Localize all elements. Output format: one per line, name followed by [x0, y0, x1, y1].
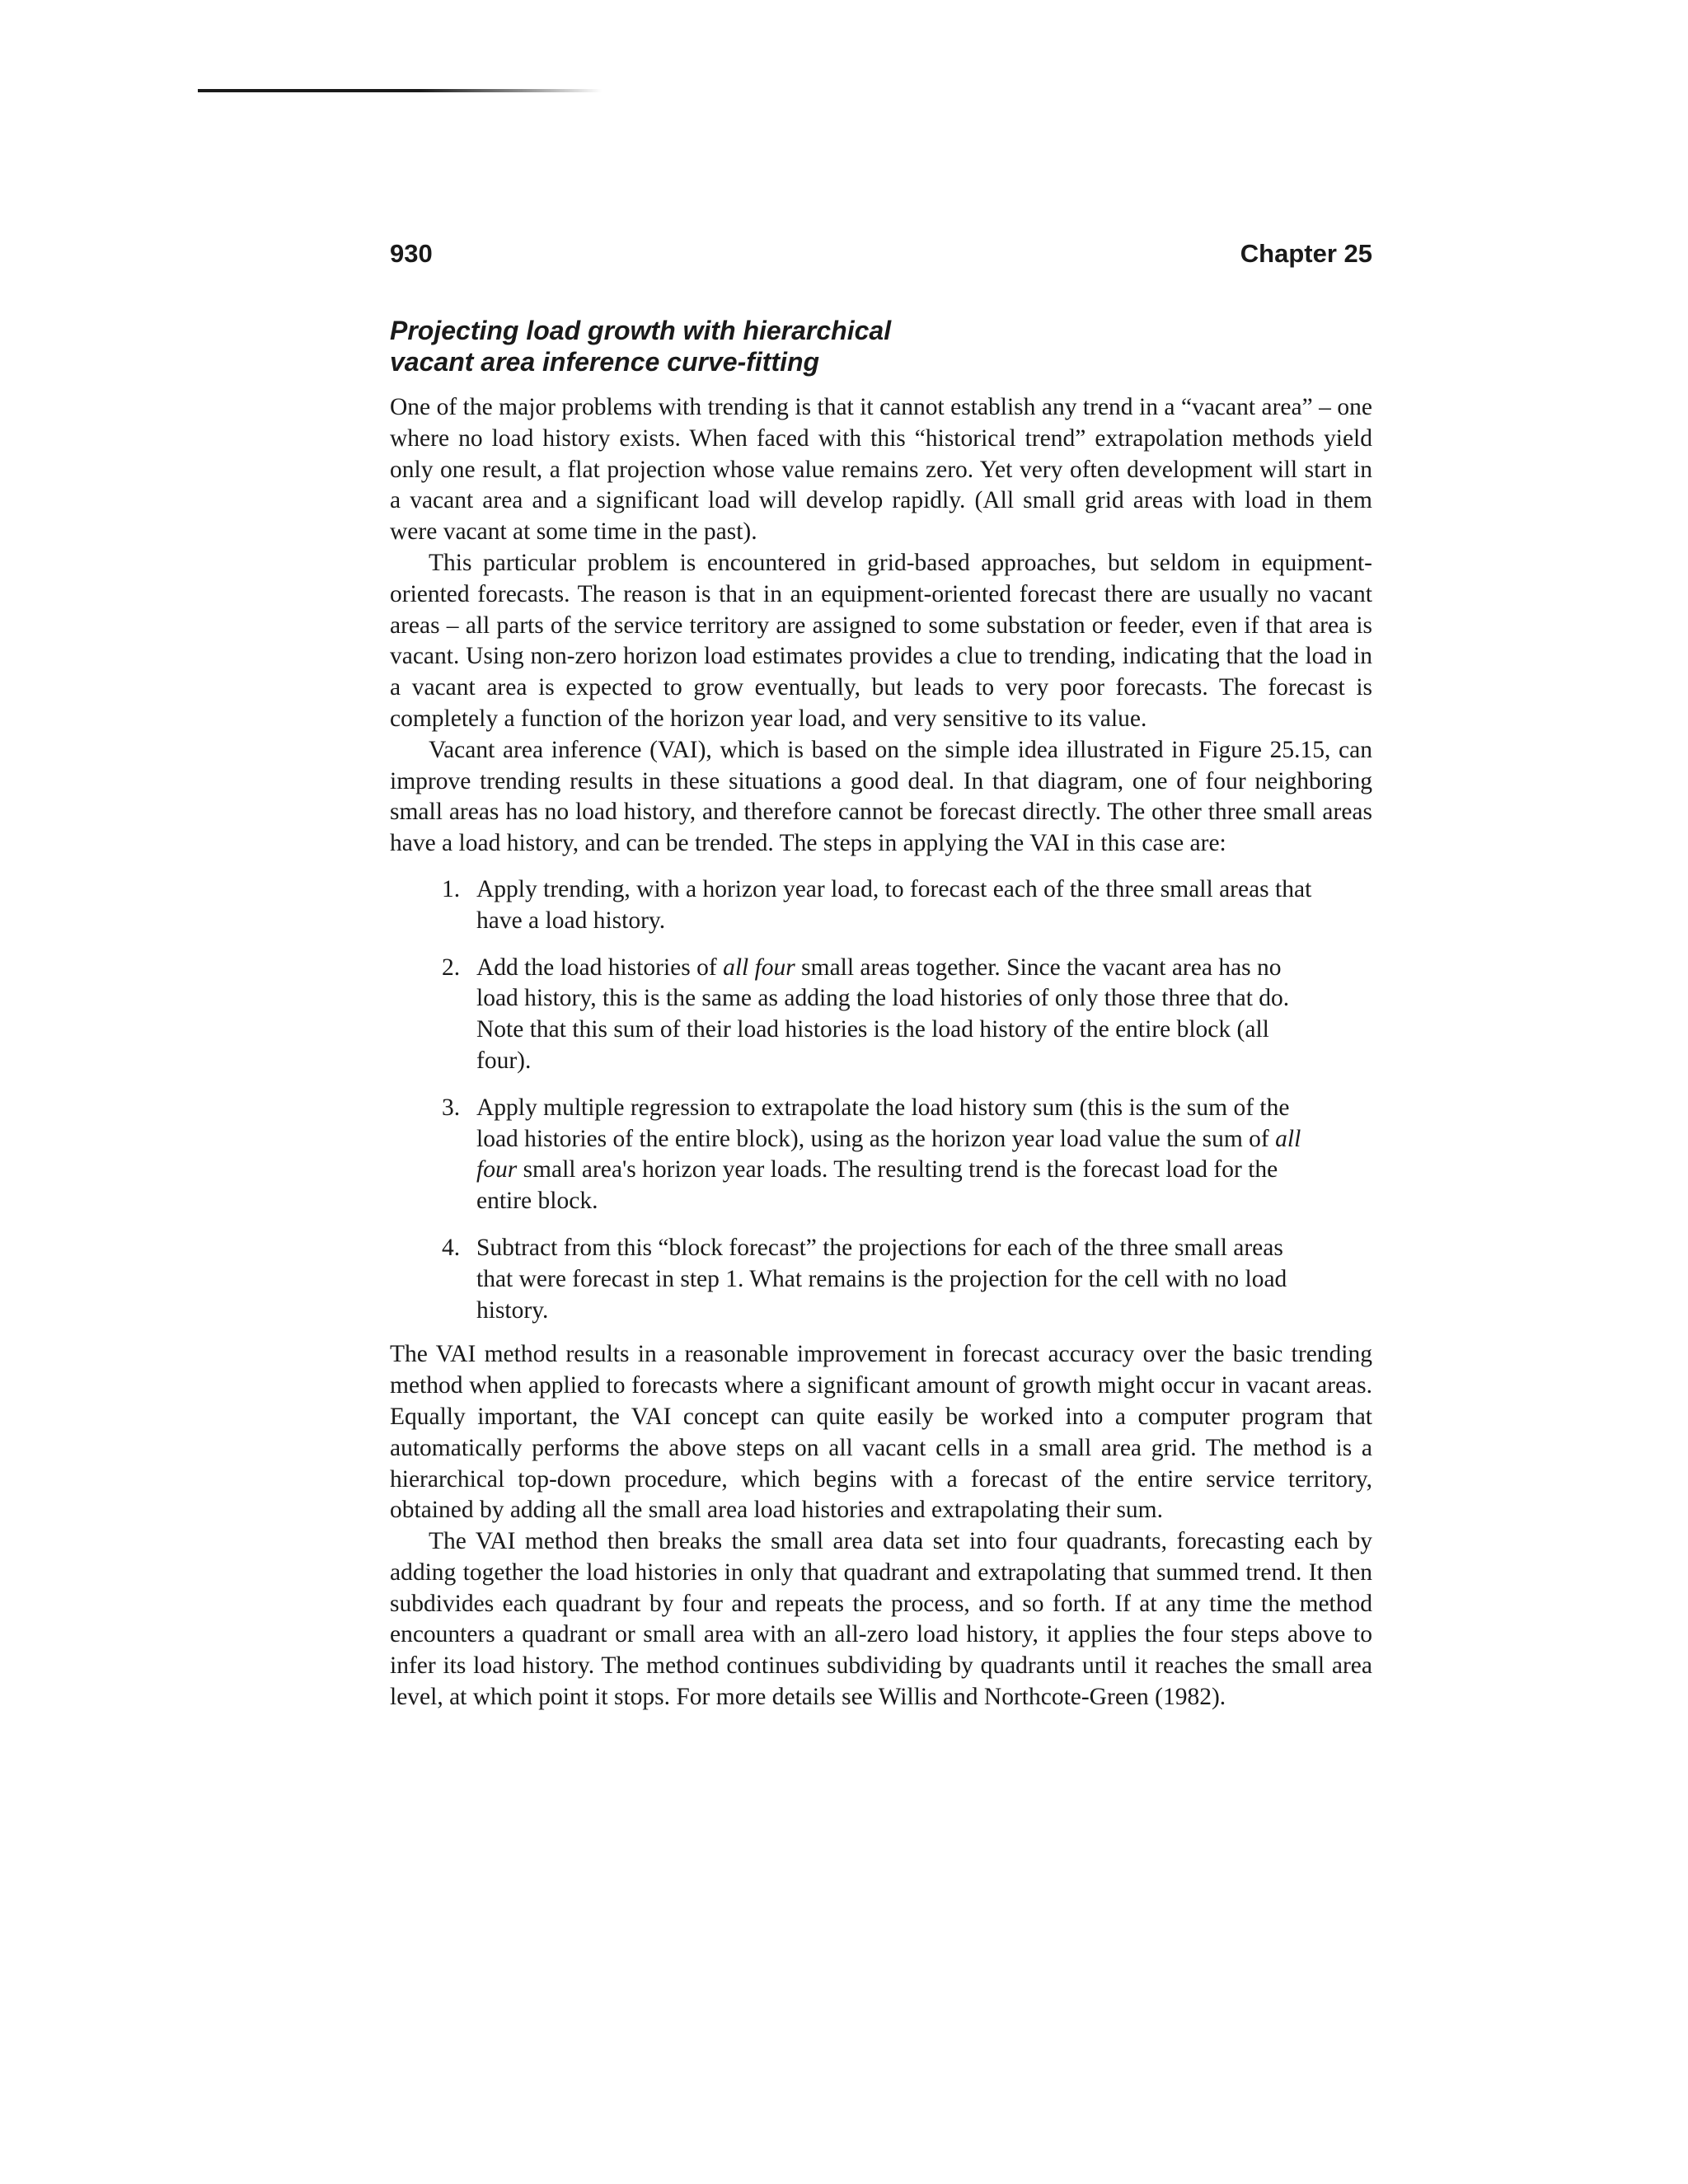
paragraph-4: The VAI method results in a reasonable improvement in forecast accuracy over the basic trending method when applied to forecasts where a significant amount of growth might occur in vacant areas. Equally important, the VAI concept can quite easily be worked into a computer program that automatically performs the above steps on all vacant cells in a small area grid. The method is a hierarchical top-down procedure, which begins with a forecast of the entire service territory, obtained by adding all the small area load histories and extrapolating their sum. — [390, 1341, 1372, 1524]
step-text: Apply trending, with a horizon year load, to forecast each of the three small areas that have a load history. — [476, 875, 1312, 934]
step-number: 1. — [442, 875, 461, 902]
top-rule — [198, 89, 602, 92]
section-heading — [390, 315, 1372, 377]
page-number: 930 — [390, 239, 433, 268]
list-item — [442, 874, 1323, 937]
book-page — [390, 237, 1372, 1713]
step-text-before: Add the load histories of — [476, 954, 724, 981]
paragraph-2: This particular problem is encountered in grid-based approaches, but seldom in equipment-oriented forecasts. The reason is that in an equipment-oriented forecast there are usually no vacant areas – all parts of the service territory are assigned to some substation or feeder, even if that area is vacant. Using non-zero horizon load estimates provides a clue to trending, indicating that the load in a vacant area is expected to grow eventually, but leads to very poor forecasts. The forecast is completely a function of the horizon year load, and very sensitive to its value. — [390, 549, 1372, 732]
list-item — [442, 1093, 1323, 1217]
body-text — [390, 392, 1372, 1713]
step-text-after: small area's horizon year loads. The resulting trend is the forecast load for the entire block. — [476, 1156, 1278, 1215]
step-emphasis: all four — [723, 954, 795, 981]
section-heading-line-2: vacant area inference curve-fitting — [390, 347, 820, 377]
vai-steps-list — [390, 874, 1372, 1326]
paragraph-3: Vacant area inference (VAI), which is based on the simple idea illustrated in Figure 25.15, can improve trending results in these situations a good deal. In that diagram, one of four neighboring small areas has no load history, and therefore cannot be forecast directly. The other three small areas have a load history, and can be trended. The steps in applying the VAI in this case are: — [390, 736, 1372, 857]
step-number: 2. — [442, 954, 461, 981]
step-text-after: small areas together. Since the vacant area has no load history, this is the same as adding the load histories of only those three that do. Note that this sum of their load histories is the load history of the entire block (all four). — [476, 954, 1290, 1074]
section-heading-line-1: Projecting load growth with hierarchical — [390, 316, 892, 345]
step-number: 4. — [442, 1234, 461, 1261]
step-number: 3. — [442, 1094, 461, 1121]
step-text-before: Apply multiple regression to extrapolate the load history sum (this is the sum of the load histories of the entire block), using as the horizon year load value the sum of — [476, 1094, 1290, 1152]
list-item — [442, 1233, 1323, 1326]
chapter-label: Chapter 25 — [1240, 239, 1372, 268]
step-emphasis: all four — [476, 1125, 1301, 1183]
list-item — [442, 953, 1323, 1077]
step-text: Subtract from this “block forecast” the projections for each of the three small areas that were forecast in step 1. What remains is the projection for the cell with no load history. — [476, 1234, 1287, 1324]
paragraph-5: The VAI method then breaks the small area data set into four quadrants, forecasting each by adding together the load histories in only that quadrant and extrapolating that summed trend. It then subdivides each quadrant by four and repeats the process, and so forth. If at any time the method encounters a quadrant or small area with an all-zero load history, it applies the four steps above to infer its load history. The method continues subdividing by quadrants until it reaches the small area level, at which point it stops. For more details see Willis and Northcote-Green (1982). — [390, 1528, 1372, 1711]
running-head — [390, 237, 1372, 270]
paragraph-1: One of the major problems with trending is that it cannot establish any trend in a “vacant area” – one where no load history exists. When faced with this “historical trend” extrapolation methods yield only one result, a flat projection whose value remains zero. Yet very often development will start in a vacant area and a significant load will develop rapidly. (All small grid areas with load in them were vacant at some time in the past). — [390, 394, 1372, 546]
